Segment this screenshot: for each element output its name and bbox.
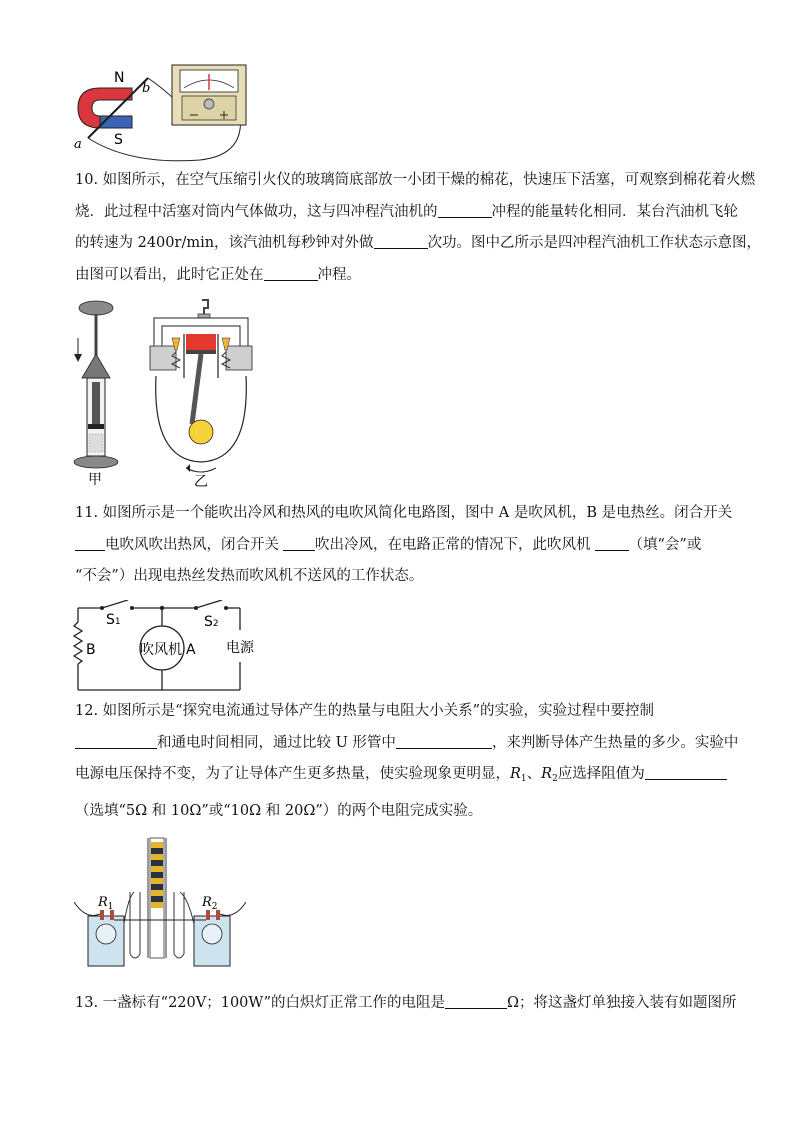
label-b: b xyxy=(142,81,151,96)
label-N: N xyxy=(114,70,125,86)
blower-label: 吹风机 xyxy=(140,642,182,658)
answer-blank[interactable] xyxy=(283,535,315,551)
answer-blank[interactable] xyxy=(75,733,157,749)
q12-line1: 12. 如图所示是“探究电流通过导体产生的热量与电阻大小关系”的实验，实验过程中要控制 xyxy=(75,703,654,719)
answer-blank[interactable] xyxy=(438,202,492,218)
q10-line1: 10. 如图所示，在空气压缩引火仪的玻璃筒底部放一小团干燥的棉花，快速压下活塞，可观察到棉花着火燃 xyxy=(75,172,756,188)
q11-line3: “不会”）出现电热丝发热而吹风机不送风的工作状态。 xyxy=(75,568,424,584)
switch-s2-label: S2 xyxy=(204,614,219,630)
answer-blank[interactable] xyxy=(445,994,507,1010)
hair-dryer-circuit xyxy=(70,600,270,698)
question-11 xyxy=(75,498,735,593)
answer-blank[interactable] xyxy=(595,535,629,551)
q10-line3: 的转速为 2400r/min，该汽油机每秒钟对外做 次功。图中乙所示是四冲程汽油机工作状态示意图， xyxy=(75,235,762,251)
q10-line2: 烧．此过程中活塞对筒内气体做功，这与四冲程汽油机的 冲程的能量转化相同．某台汽油机飞轮 xyxy=(75,203,738,220)
heater-label-B: B xyxy=(86,642,96,658)
label-yi: 乙 xyxy=(194,474,208,490)
switch-s1-label: S1 xyxy=(106,612,121,628)
blower-label-A: A xyxy=(186,642,196,658)
question-10 xyxy=(75,165,762,291)
answer-blank[interactable] xyxy=(645,765,727,781)
resistor-r2-label: $R_2$ xyxy=(202,895,218,912)
u-tube-experiment-figure xyxy=(70,828,250,972)
q12-line2: 和通电时间相同，通过比较 U 形管中 ，来判断导体产生热量的多少。实验中 xyxy=(75,728,735,760)
answer-blank[interactable] xyxy=(374,234,428,250)
answer-blank[interactable] xyxy=(264,265,318,281)
label-S: S xyxy=(114,132,123,148)
power-source-label: 电源 xyxy=(226,640,254,656)
q11-line2: 电吹风吹出热风，闭合开关 吹出冷风，在电路正常的情况下，此吹风机 （填“会”或 xyxy=(75,530,735,562)
q12-line4: （选填“5Ω 和 10Ω”或“10Ω 和 20Ω”）的两个电阻完成实验。 xyxy=(75,802,483,819)
fire-syringe-figure xyxy=(70,298,140,490)
label-jia: 甲 xyxy=(88,472,102,488)
question-12 xyxy=(75,696,739,827)
q10-line4: 由图可以看出，此时它正处在 冲程。 xyxy=(75,266,361,283)
answer-blank[interactable] xyxy=(396,733,492,749)
four-stroke-engine-figure xyxy=(146,296,256,490)
question-13 xyxy=(75,988,735,1020)
q11-line1: 11. 如图所示是一个能吹出冷风和热风的电吹风简化电路图，图中 A 是吹风机，B 是电热丝。闭合开关 xyxy=(75,505,733,521)
resistor-r1-label: $R_1$ xyxy=(98,895,114,912)
magnet-galvanometer-figure xyxy=(70,60,270,170)
q12-line3: 电源电压保持不变，为了让导体产生更多热量，使实验现象更明显，$R_1$、$R_2$应选择阻值为 xyxy=(75,759,735,796)
q13-line1: 13. 一盏标有“220V；100W”的白炽灯正常工作的电阻是 Ω；将这盏灯单独接入装有如题图所 xyxy=(75,995,737,1011)
label-a: a xyxy=(74,137,82,152)
answer-blank[interactable] xyxy=(75,535,105,551)
